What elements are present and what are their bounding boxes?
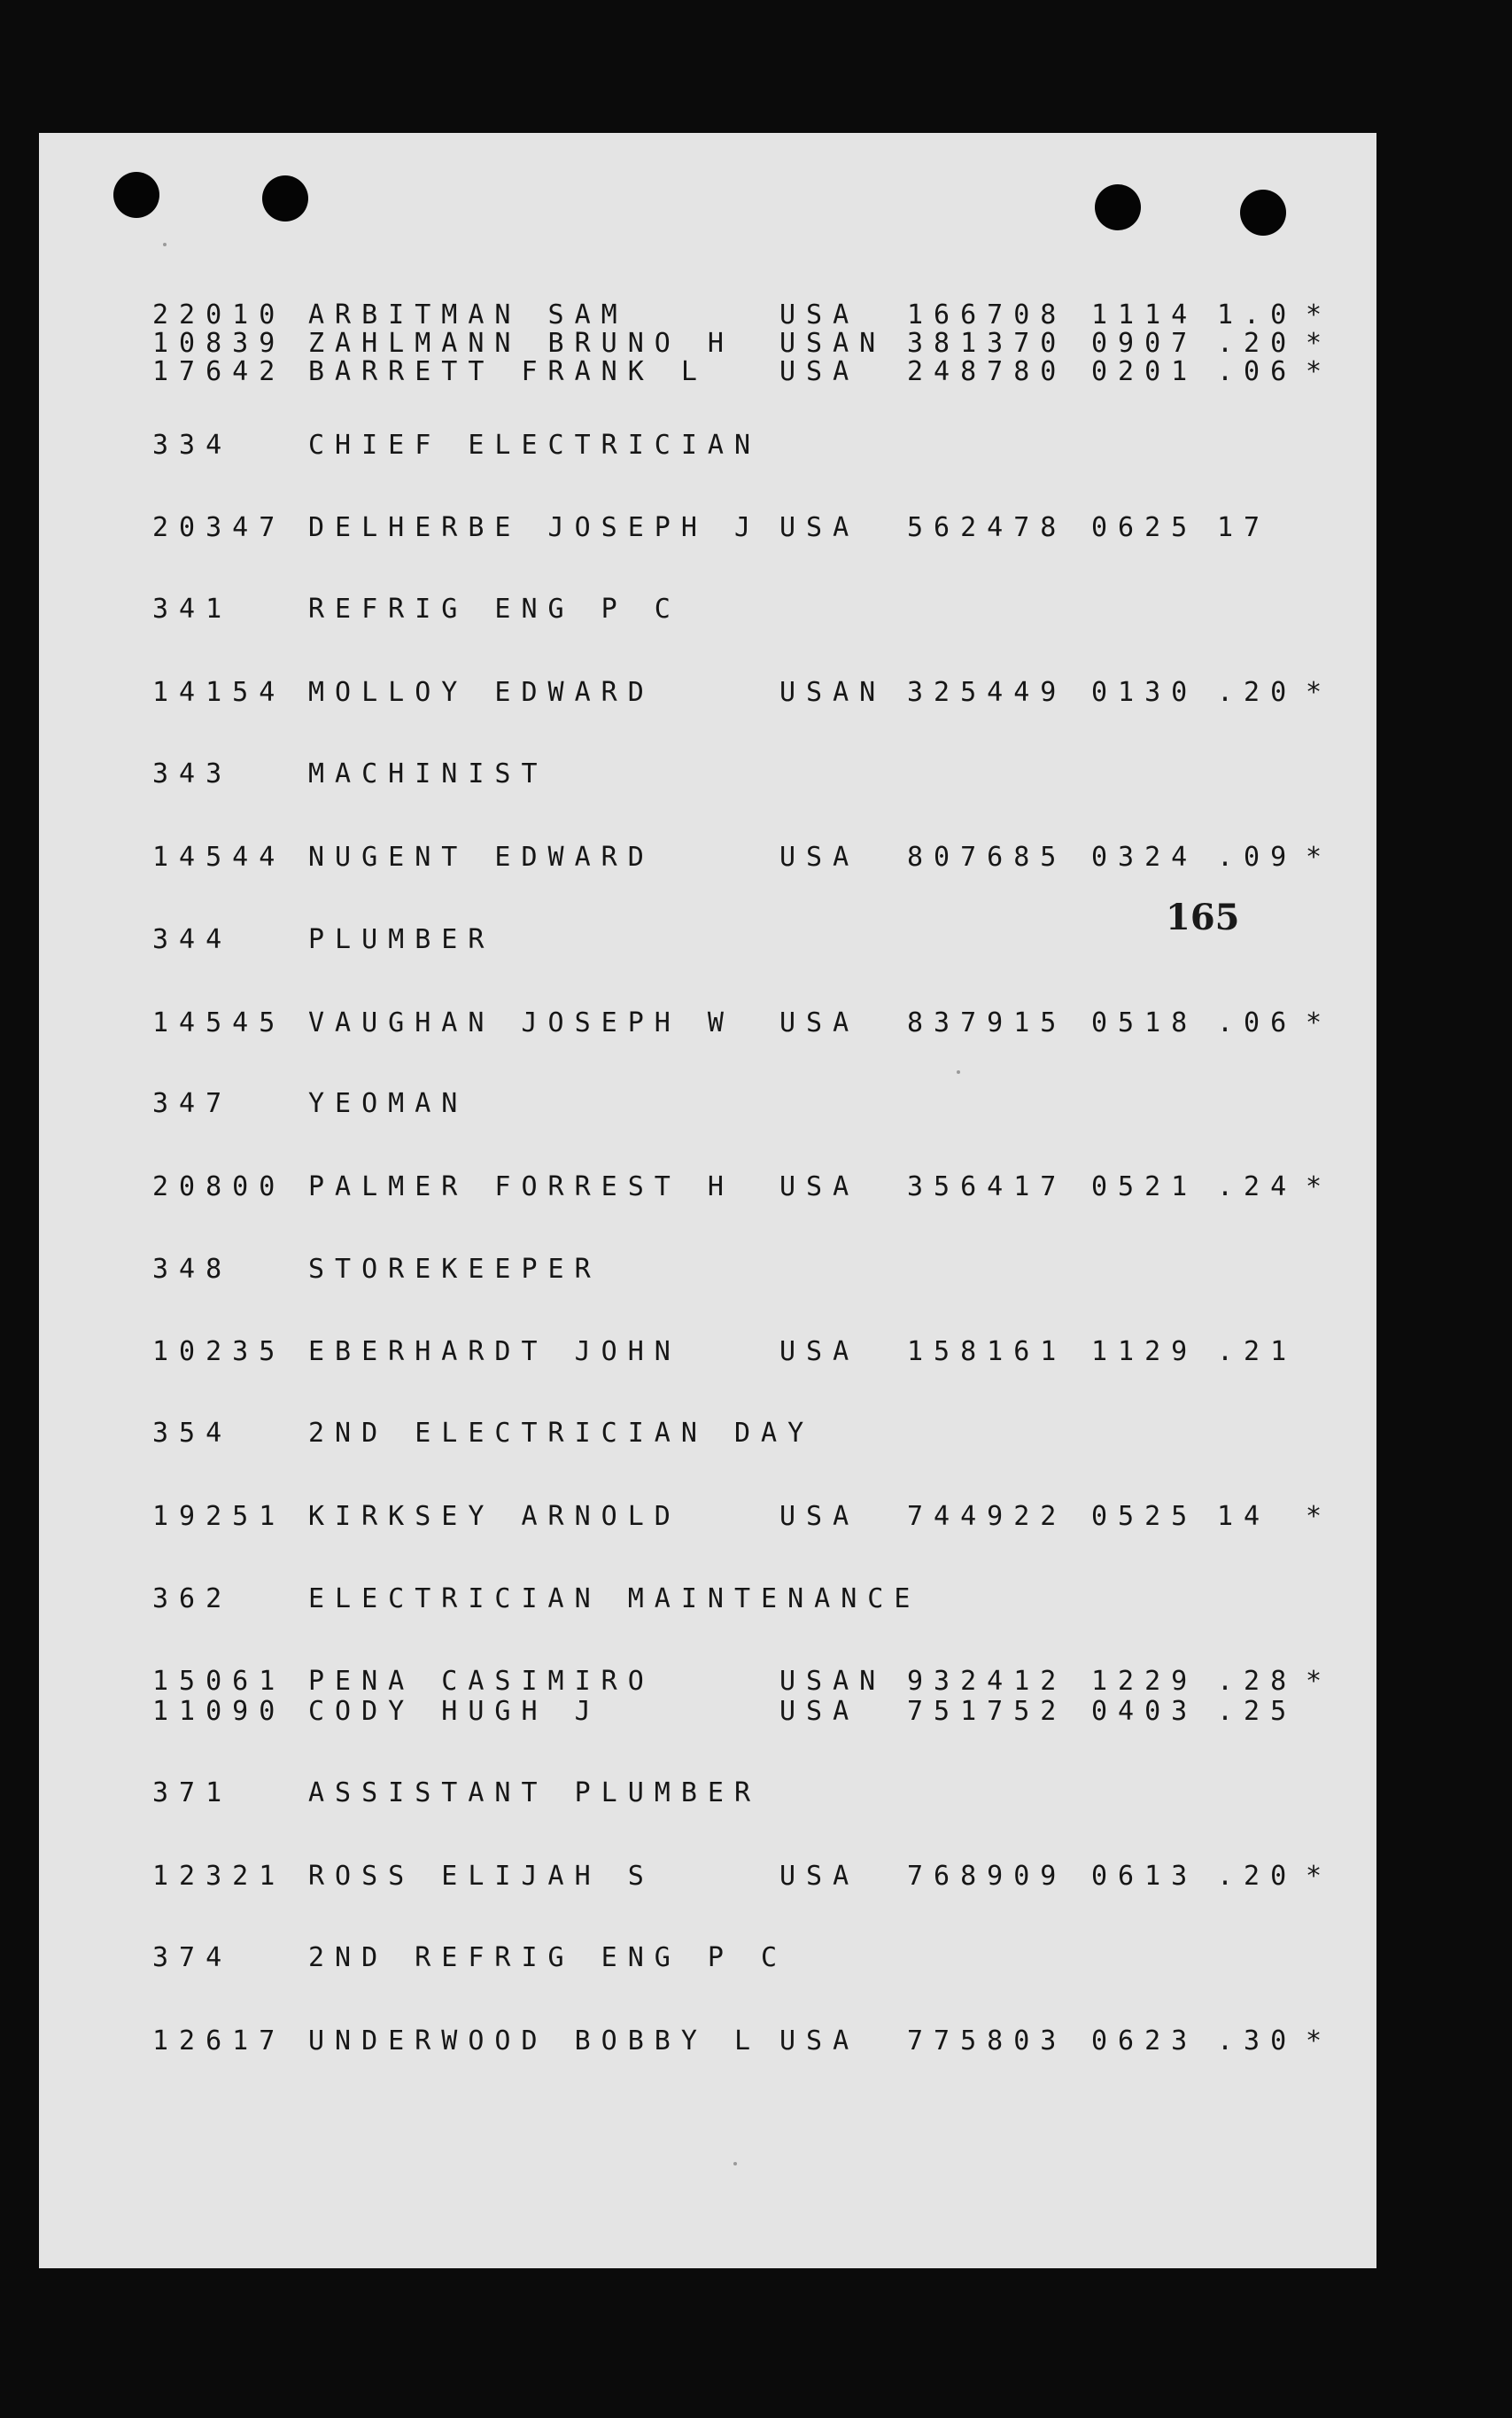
citizenship-code: USAN: [779, 1666, 887, 1697]
crew-number: 14544: [152, 842, 286, 873]
crew-entry-row: [39, 299, 1376, 330]
asterisk-mark: *: [1306, 2025, 1333, 2056]
asterisk-mark: *: [1306, 1666, 1333, 1697]
rate-value: .09: [1217, 842, 1298, 873]
rate-value: .20: [1217, 677, 1298, 708]
asterisk-mark: *: [1306, 677, 1333, 708]
rating-title: 2ND REFRIG ENG P C: [308, 1942, 788, 1973]
rating-code: 344: [152, 924, 233, 955]
rating-heading: [39, 1942, 1376, 1972]
crew-name: EBERHARDT JOHN: [308, 1336, 681, 1367]
crew-entry-row: [39, 328, 1376, 358]
crew-name: ROSS ELIJAH S: [308, 1861, 655, 1892]
rating-title: PLUMBER: [308, 924, 495, 955]
crew-name: BARRETT FRANK L: [308, 356, 708, 387]
crew-name: VAUGHAN JOSEPH W: [308, 1007, 734, 1038]
citizenship-code: USA: [779, 2025, 860, 2056]
crew-entry-row: [39, 1666, 1376, 1696]
rating-heading: [39, 1583, 1376, 1613]
crew-entry-row: [39, 512, 1376, 542]
document-number: 932412: [907, 1666, 1067, 1697]
rating-heading: [39, 1254, 1376, 1284]
rate-value: 1.0: [1217, 299, 1298, 330]
entry-date: 1114: [1091, 299, 1198, 330]
asterisk-mark: *: [1306, 356, 1333, 387]
crew-entry-row: [39, 2025, 1376, 2056]
crew-name: DELHERBE JOSEPH J: [308, 512, 762, 543]
rating-heading: [39, 758, 1376, 789]
citizenship-code: USA: [779, 1696, 860, 1727]
rating-title: MACHINIST: [308, 758, 548, 789]
crew-number: 10839: [152, 328, 286, 359]
crew-name: KIRKSEY ARNOLD: [308, 1501, 681, 1532]
asterisk-mark: *: [1306, 299, 1333, 330]
citizenship-code: USA: [779, 299, 860, 330]
crew-entry-row: [39, 1501, 1376, 1531]
page-number: 165: [1166, 897, 1240, 938]
crew-entry-row: [39, 356, 1376, 386]
entry-date: 0403: [1091, 1696, 1198, 1727]
entry-date: 0625: [1091, 512, 1198, 543]
citizenship-code: USA: [779, 1501, 860, 1532]
rating-heading: [39, 1088, 1376, 1118]
rating-code: 343: [152, 758, 233, 789]
punch-hole-3: [1095, 184, 1141, 230]
citizenship-code: USA: [779, 512, 860, 543]
entry-date: 0623: [1091, 2025, 1198, 2056]
citizenship-code: USAN: [779, 677, 887, 708]
entry-date: 0907: [1091, 328, 1198, 359]
rating-title: CHIEF ELECTRICIAN: [308, 430, 762, 461]
document-number: 807685: [907, 842, 1067, 873]
document-number: 775803: [907, 2025, 1067, 2056]
citizenship-code: USA: [779, 1336, 860, 1367]
rating-code: 362: [152, 1583, 233, 1614]
crew-number: 11090: [152, 1696, 286, 1727]
rate-value: .28: [1217, 1666, 1298, 1697]
punch-hole-1: [113, 172, 159, 218]
crew-number: 12617: [152, 2025, 286, 2056]
asterisk-mark: *: [1306, 1861, 1333, 1892]
paper-speck: [163, 243, 167, 246]
crew-number: 20347: [152, 512, 286, 543]
punch-hole-2: [262, 175, 308, 222]
crew-name: PALMER FORREST H: [308, 1171, 734, 1202]
rating-title: ELECTRICIAN MAINTENANCE: [308, 1583, 921, 1614]
document-number: 768909: [907, 1861, 1067, 1892]
rate-value: .06: [1217, 356, 1298, 387]
document-number: 166708: [907, 299, 1067, 330]
rating-title: STOREKEEPER: [308, 1254, 601, 1285]
crew-number: 22010: [152, 299, 286, 330]
crew-number: 10235: [152, 1336, 286, 1367]
entry-date: 1229: [1091, 1666, 1198, 1697]
document-number: 562478: [907, 512, 1067, 543]
asterisk-mark: *: [1306, 1501, 1333, 1532]
crew-entry-row: [39, 1171, 1376, 1201]
document-number: 248780: [907, 356, 1067, 387]
entry-date: 1129: [1091, 1336, 1198, 1367]
crew-entry-row: [39, 677, 1376, 707]
entry-date: 0201: [1091, 356, 1198, 387]
crew-name: ARBITMAN SAM: [308, 299, 628, 330]
rate-value: .20: [1217, 1861, 1298, 1892]
crew-number: 19251: [152, 1501, 286, 1532]
document-number: 356417: [907, 1171, 1067, 1202]
rate-value: .24: [1217, 1171, 1298, 1202]
rating-code: 347: [152, 1088, 233, 1119]
rate-value: 14: [1217, 1501, 1271, 1532]
crew-name: MOLLOY EDWARD: [308, 677, 655, 708]
asterisk-mark: *: [1306, 842, 1333, 873]
rating-code: 341: [152, 594, 233, 625]
entry-date: 0324: [1091, 842, 1198, 873]
asterisk-mark: *: [1306, 1007, 1333, 1038]
crew-number: 12321: [152, 1861, 286, 1892]
rating-heading: [39, 1777, 1376, 1808]
citizenship-code: USA: [779, 1007, 860, 1038]
citizenship-code: USA: [779, 1861, 860, 1892]
entry-date: 0518: [1091, 1007, 1198, 1038]
document-number: 744922: [907, 1501, 1067, 1532]
rating-code: 348: [152, 1254, 233, 1285]
citizenship-code: USA: [779, 1171, 860, 1202]
paper-speck: [733, 2162, 737, 2165]
document-number: 381370: [907, 328, 1067, 359]
crew-entry-row: [39, 842, 1376, 872]
document-number: 751752: [907, 1696, 1067, 1727]
rating-heading: [39, 924, 1376, 954]
paper-speck: [957, 1070, 960, 1074]
entry-date: 0130: [1091, 677, 1198, 708]
rating-code: 371: [152, 1777, 233, 1808]
crew-entry-row: [39, 1861, 1376, 1891]
citizenship-code: USAN: [779, 328, 887, 359]
entry-date: 0613: [1091, 1861, 1198, 1892]
rate-value: .20: [1217, 328, 1298, 359]
rating-title: ASSISTANT PLUMBER: [308, 1777, 762, 1808]
crew-entry-row: [39, 1336, 1376, 1366]
rating-title: 2ND ELECTRICIAN DAY: [308, 1418, 815, 1449]
crew-name: NUGENT EDWARD: [308, 842, 655, 873]
rating-title: REFRIG ENG P C: [308, 594, 681, 625]
rate-value: 17: [1217, 512, 1271, 543]
document-number: 325449: [907, 677, 1067, 708]
crew-number: 14154: [152, 677, 286, 708]
crew-name: CODY HUGH J: [308, 1696, 601, 1727]
crew-number: 15061: [152, 1666, 286, 1697]
rate-value: .06: [1217, 1007, 1298, 1038]
crew-number: 17642: [152, 356, 286, 387]
rating-heading: [39, 594, 1376, 624]
citizenship-code: USA: [779, 842, 860, 873]
document-number: 837915: [907, 1007, 1067, 1038]
crew-entry-row: [39, 1696, 1376, 1726]
citizenship-code: USA: [779, 356, 860, 387]
rate-value: .30: [1217, 2025, 1298, 2056]
document-number: 158161: [907, 1336, 1067, 1367]
rate-value: .21: [1217, 1336, 1298, 1367]
rating-title: YEOMAN: [308, 1088, 469, 1119]
asterisk-mark: *: [1306, 328, 1333, 359]
crew-number: 14545: [152, 1007, 286, 1038]
crew-number: 20800: [152, 1171, 286, 1202]
rate-value: .25: [1217, 1696, 1298, 1727]
entry-date: 0521: [1091, 1171, 1198, 1202]
entry-date: 0525: [1091, 1501, 1198, 1532]
document-sheet: [39, 133, 1376, 2268]
rating-code: 374: [152, 1942, 233, 1973]
crew-name: PENA CASIMIRO: [308, 1666, 655, 1697]
crew-name: UNDERWOOD BOBBY L: [308, 2025, 762, 2056]
rating-code: 354: [152, 1418, 233, 1449]
rating-heading: [39, 1418, 1376, 1448]
rating-code: 334: [152, 430, 233, 461]
asterisk-mark: *: [1306, 1171, 1333, 1202]
rating-heading: [39, 430, 1376, 460]
punch-hole-4: [1240, 190, 1286, 236]
crew-name: ZAHLMANN BRUNO H: [308, 328, 734, 359]
crew-entry-row: [39, 1007, 1376, 1038]
